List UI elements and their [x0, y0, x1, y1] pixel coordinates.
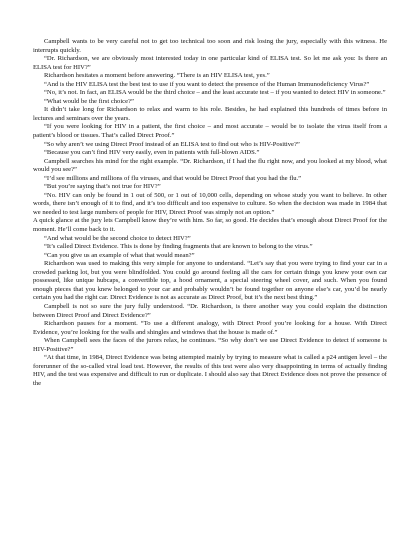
paragraph: Campbell searches his mind for the right example. “Dr. Richardson, if I had the flu right now, and you looked at my blood, what would you see?” [33, 157, 387, 174]
paragraph: “And is the HIV ELISA test the best test to use if you want to detect the presence of the Human Immunodeficiency Virus?” [44, 80, 370, 88]
paragraph: When Campbell sees the faces of the jurors relax, he continues. “So why don’t we use Direct Evidence to detect if someone is HIV-Positive?” [33, 337, 387, 353]
paragraph: “Can you give us an example of what that would mean?” [44, 251, 195, 259]
paragraph: A quick glance at the jury lets Campbell know they’re with him. So far, so good. He decides that’s enough about Direct Proof for the moment. He’ll come back to it. [33, 217, 387, 234]
paragraph: Richardson pauses for a moment. “To use a different analogy, with Direct Proof you’re looking for a house. With Direct Evidence, you’re looking for the walls and shingles and windows that the house is made of.” [33, 320, 387, 336]
paragraph: “No, it’s not. In fact, an ELISA would be the third choice – and the least accurate test – if you wanted to detect HIV in someone.” [44, 89, 386, 97]
paragraph: “If you were looking for HIV in a patient, the first choice – and most accurate – would be to isolate the virus itself from a patient’s blood or tissues. That’s called Direct Proof.” [33, 123, 387, 140]
paragraph: Richardson hesitates a moment before answering. “There is an HIV ELISA test, yes.” [44, 72, 270, 80]
paragraph: “Because you can’t find HIV very easily, even in patients with full-blown AIDS.” [44, 149, 260, 157]
paragraph: “It’s called Direct Evidence. This is done by finding fragments that are known to belong to the virus.” [44, 243, 313, 251]
document-body [33, 38, 387, 388]
paragraph: “But you’re saying that’s not true for HIV?” [44, 183, 161, 191]
paragraph: Richardson was used to making this very simple for anyone to understand. “Let’s say that you were trying to find your car in a crowded parking lot, but you were blindfolded. You could go around feeling all the cars for certain things you knew your own car possessed, like unique hubcaps, a convertible top, a hood ornament, a special steering wheel cover, and such. When you found enough pieces that you knew belonged to your car and probably wouldn’t be found together on anyone else’s car, you’d be nearly certain you had the right car. Direct Evidence is not as accurate as Direct Proof, but it’s the next best thing.” [33, 260, 387, 302]
paragraph: “Dr. Richardson, we are obviously most interested today in one particular kind of ELISA test. So let me ask you: Is there an ELISA test for HIV?” [33, 55, 387, 71]
paragraph: “What would be the first choice?” [44, 97, 134, 105]
paragraph: It didn’t take long for Richardson to relax and warm to his role. Besides, he had explained this hundreds of times before in lectures and seminars over the years. [33, 106, 387, 122]
paragraph: “So why aren’t we using Direct Proof instead of an ELISA test to find out who is HIV-Positive?” [44, 140, 300, 148]
paragraph: “And what would be the second choice to detect HIV?” [44, 234, 191, 242]
paragraph: “At that time, in 1984, Direct Evidence was being attempted mainly by trying to measure what is called a p24 antigen level – the forerunner of the so-called viral load test. However, the results of this test were also very disappointing in terms of actually finding HIV, and the test was expensive and difficult to run or duplicate. I should also say that Direct Evidence does not prove the presence of the [33, 354, 387, 387]
paragraph: Campbell wants to be very careful not to get too technical too soon and risk losing the jury, especially with this witness. He interrupts quickly. [33, 38, 387, 54]
paragraph: “No. HIV can only be found in 1 out of 500, or 1 out of 10,000 cells, depending on whose study you want to believe. In other words, there isn’t enough of it to find, and it’s too difficult and too expensive to culture. So when the decision was made in 1984 that we needed to test large numbers of people for HIV, Direct Proof was simply not an option.” [33, 191, 387, 216]
paragraph: “I’d see millions and millions of flu viruses, and that would be Direct Proof that you had the flu.” [44, 174, 302, 182]
paragraph: Campbell is not so sure the jury fully understood. “Dr. Richardson, is there another way you could explain the distinction between Direct Proof and Direct Evidence?” [33, 302, 387, 319]
